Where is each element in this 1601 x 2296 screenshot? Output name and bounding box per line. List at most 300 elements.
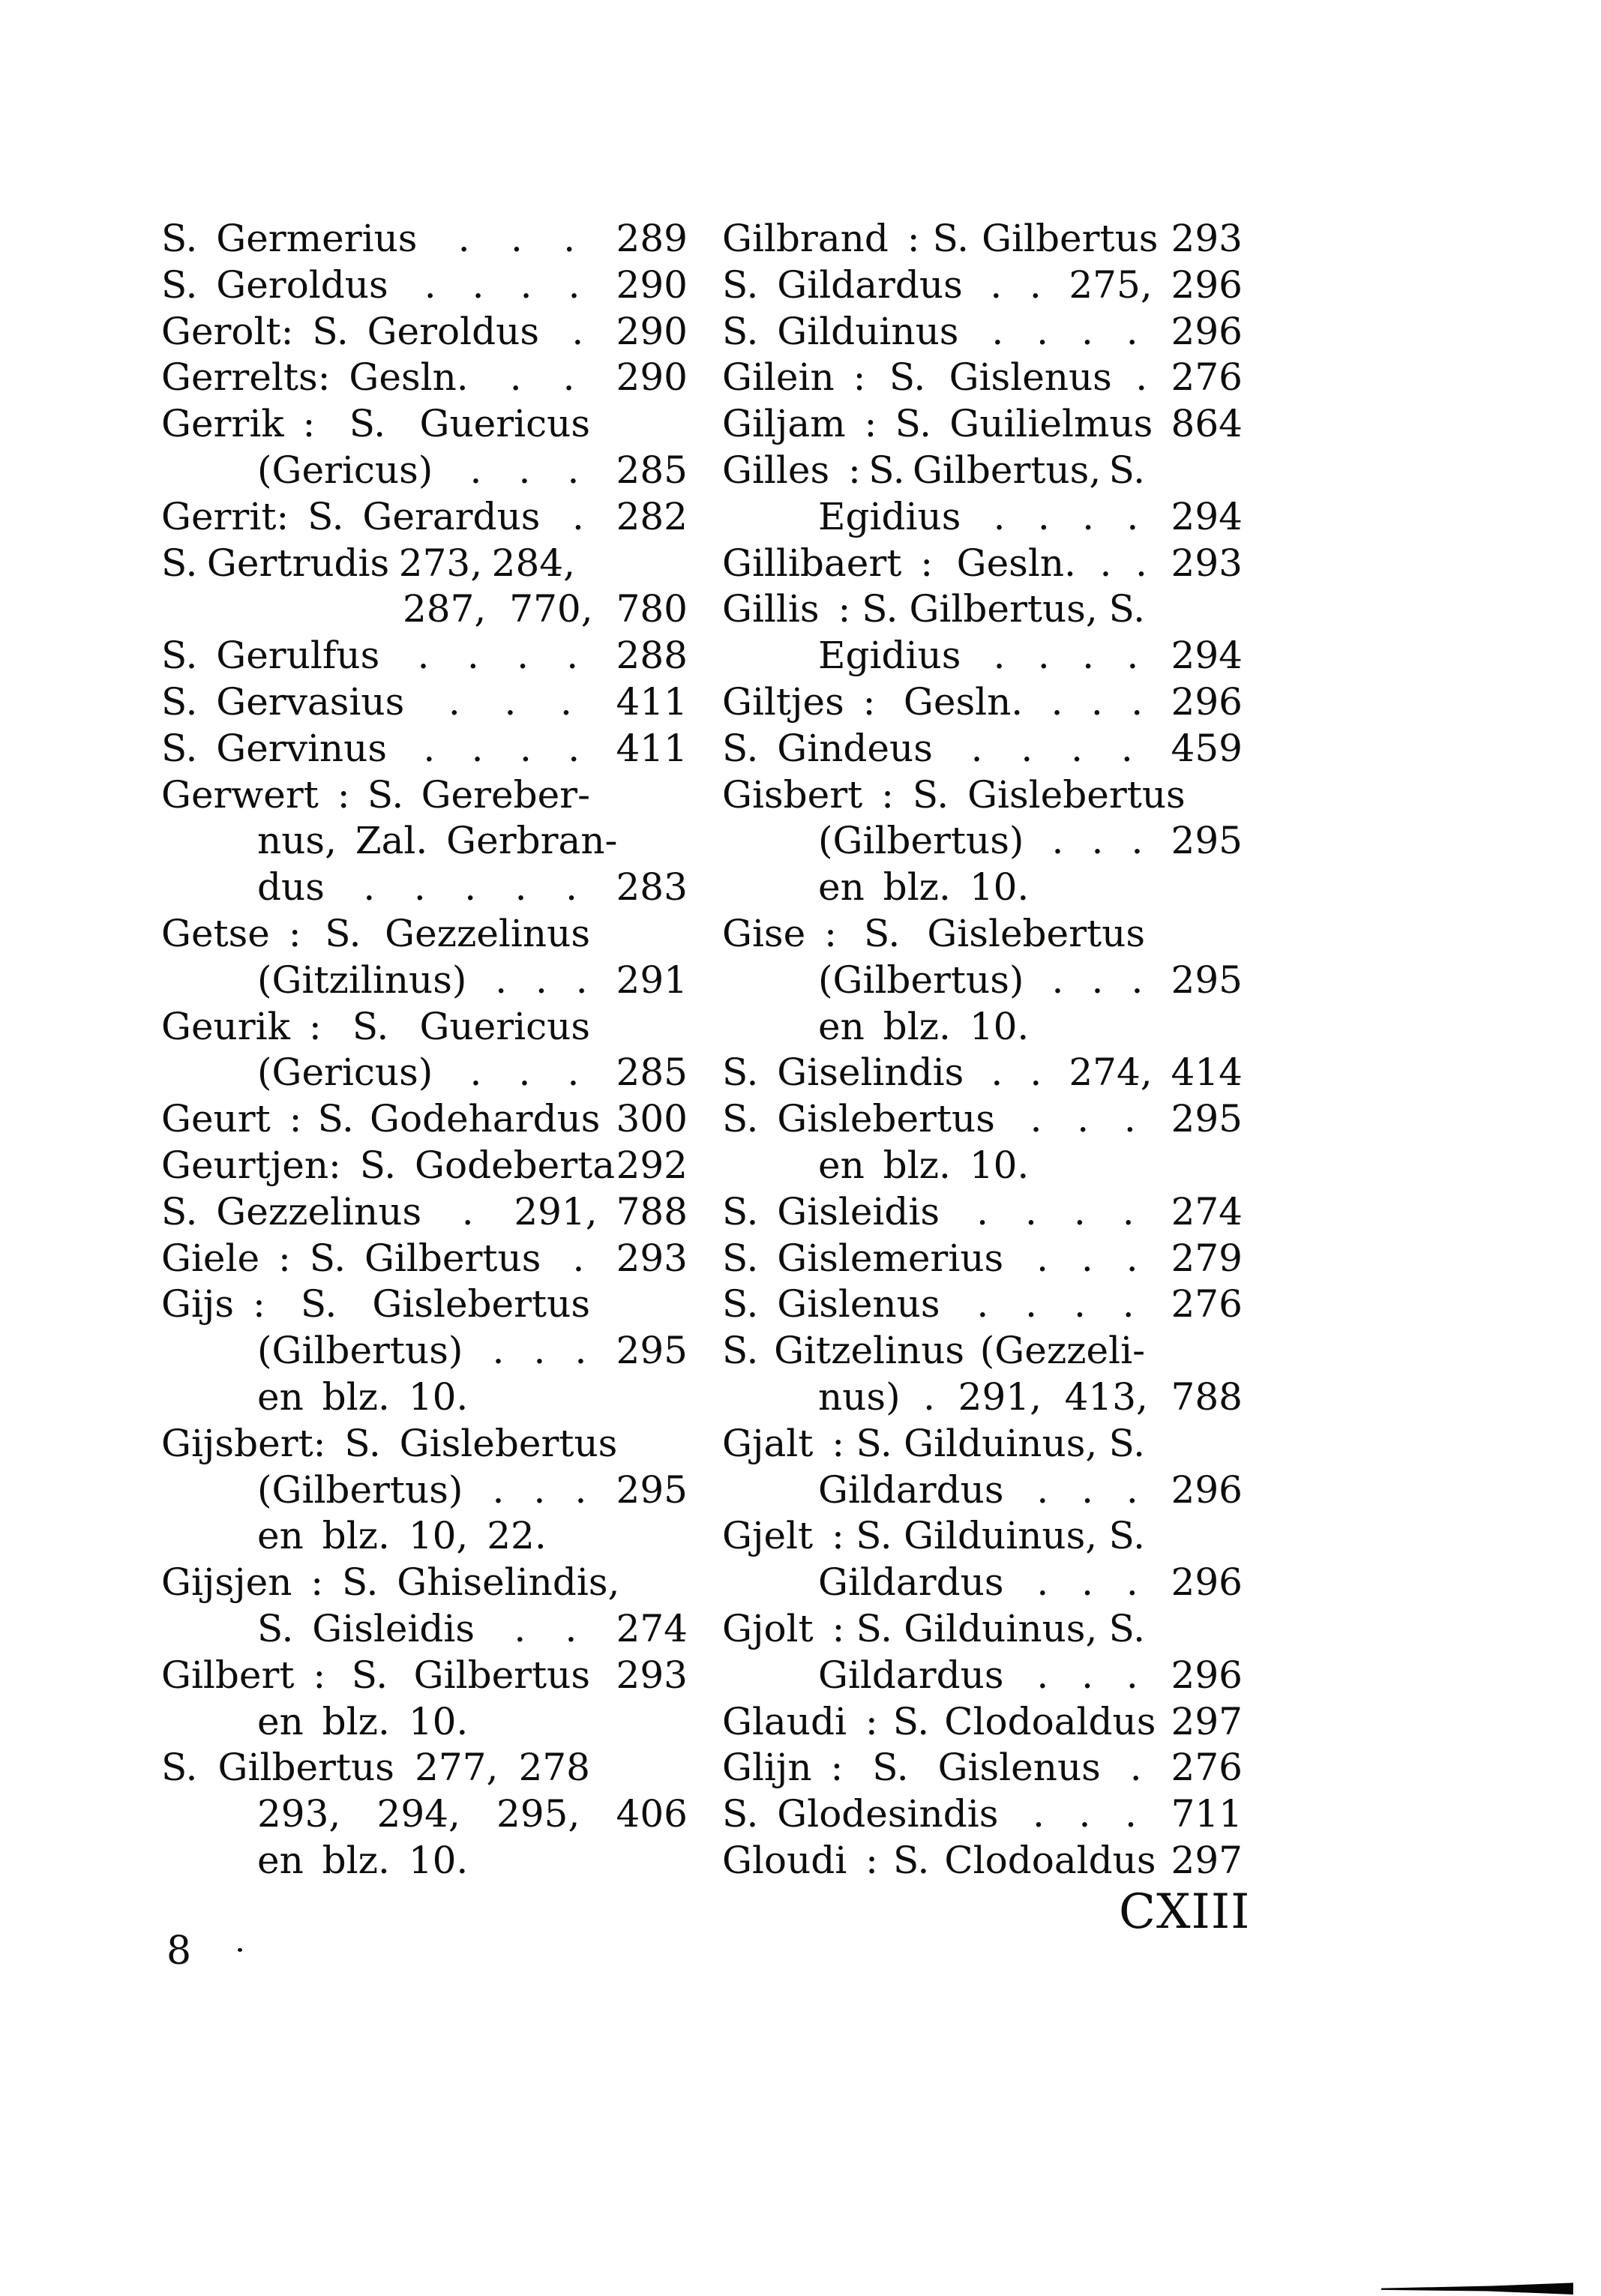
- leader-dot: .: [511, 217, 523, 260]
- page-number: 780: [616, 587, 688, 631]
- folio-page-number: CXIII: [1119, 1884, 1251, 1940]
- leader-dot: .: [1021, 726, 1033, 770]
- leader-dot: .: [1126, 1236, 1138, 1280]
- leader-dot: .: [533, 1467, 546, 1512]
- leader-dot: .: [1078, 1792, 1091, 1836]
- index-entry-line: [722, 216, 1243, 262]
- leader-dot: .: [1126, 1467, 1138, 1512]
- entry-text: S.: [1108, 1514, 1145, 1558]
- index-entry-line: [722, 1374, 1243, 1421]
- leader-dot: .: [1123, 1097, 1136, 1141]
- leader-dot: .: [566, 634, 579, 678]
- index-entry-line: [722, 1236, 1243, 1282]
- entry-text: (Gitzilinus): [257, 958, 467, 1002]
- entry-text: Giele : S. Gilbertus: [161, 1236, 541, 1280]
- entry-text: Clodoaldus: [944, 1838, 1156, 1882]
- index-entry-line: [722, 1328, 1243, 1374]
- page-number: 276: [1171, 1282, 1243, 1326]
- entry-text: S.: [722, 1329, 759, 1373]
- signature-number: 8: [166, 1929, 192, 1974]
- entry-text: S. Gindeus: [722, 726, 933, 770]
- page-number: 289: [616, 217, 688, 260]
- page-number: 291: [616, 958, 688, 1002]
- leader-dot: .: [572, 1236, 585, 1280]
- index-entry-line: [161, 1467, 688, 1514]
- entry-text: S. Giselindis: [722, 1051, 964, 1095]
- entry-text: Gislenus: [949, 355, 1112, 400]
- entry-text: Glaudi :: [722, 1699, 878, 1743]
- index-entry-line: [161, 216, 688, 262]
- entry-text: Guericus: [419, 1004, 590, 1048]
- leader-dot: .: [1077, 1097, 1090, 1141]
- entry-text: dus: [257, 865, 325, 910]
- leader-dot: .: [993, 494, 1006, 538]
- entry-text: Gjolt :: [722, 1606, 845, 1650]
- index-entry-line: [722, 1004, 1243, 1051]
- page-number: 290: [616, 309, 688, 353]
- index-entry-line: [161, 1745, 688, 1791]
- leader-dot: .: [1131, 958, 1144, 1002]
- page-number: 285: [616, 448, 688, 492]
- leader-dot: .: [991, 1051, 1003, 1095]
- index-entry-line: [161, 1281, 688, 1328]
- page-number: 411: [616, 679, 688, 724]
- leader-dot: .: [1030, 1051, 1042, 1095]
- entry-text: en blz. 10.: [257, 1374, 469, 1419]
- entry-text: S. Gislenus: [722, 1282, 940, 1326]
- page-number: 292: [616, 1143, 688, 1187]
- leader-dot: .: [518, 1051, 531, 1095]
- entry-text: en blz. 10.: [818, 1004, 1030, 1048]
- entry-text: S.: [1108, 1606, 1145, 1650]
- entry-text: (Gilbertus): [818, 819, 1024, 863]
- index-entry-line: [161, 1421, 688, 1467]
- entry-text: Glijn :: [722, 1746, 844, 1790]
- leader-dot: .: [461, 1189, 474, 1233]
- entry-text: Gilbertus,: [912, 448, 1102, 492]
- leader-dot: .: [567, 448, 580, 492]
- page-number: 278: [518, 1746, 590, 1790]
- leader-dot: .: [1135, 541, 1147, 585]
- leader-dot: .: [574, 1467, 587, 1512]
- index-entry-line: [161, 958, 688, 1004]
- leader-dot: .: [560, 679, 572, 724]
- entry-text: Giltjes :: [722, 679, 876, 724]
- leader-dot: .: [1029, 262, 1042, 307]
- leader-dot: .: [533, 1329, 546, 1373]
- leader-dot: .: [1081, 1653, 1093, 1697]
- page-number: 274, 414: [1069, 1051, 1243, 1095]
- leader-dot: .: [1125, 1792, 1137, 1836]
- page-number: 284,: [491, 541, 575, 585]
- entry-text: (Gilbertus): [257, 1329, 463, 1373]
- leader-dot: .: [469, 1051, 482, 1095]
- index-entry-line: [161, 1653, 688, 1699]
- leader-dot: .: [424, 262, 436, 307]
- leader-dot: .: [1071, 726, 1084, 770]
- index-entry-line: [161, 1560, 688, 1606]
- entry-text: 293,: [257, 1792, 341, 1836]
- entry-text: S. Gerulfus: [161, 634, 380, 678]
- leader-dot: .: [1036, 1560, 1049, 1605]
- entry-text: Gisbert : S. Gislebertus: [722, 772, 1186, 817]
- index-entry-line: [722, 818, 1243, 865]
- index-entry-line: [161, 494, 688, 541]
- index-entry-line: [161, 1096, 688, 1143]
- entry-text: S.: [325, 911, 361, 955]
- entry-text: Gilles :: [722, 448, 861, 492]
- entry-text: 287,: [403, 587, 487, 631]
- entry-text: Gesln.: [903, 679, 1024, 724]
- leader-dot: .: [572, 494, 584, 538]
- leader-dot: .: [518, 448, 531, 492]
- leader-dot: .: [1051, 679, 1063, 724]
- entry-text: Gislebertus: [372, 1282, 590, 1326]
- leader-dot: .: [565, 1606, 577, 1650]
- leader-dot: .: [991, 309, 1004, 353]
- leader-dot: .: [1122, 1189, 1135, 1233]
- entry-text: S.: [367, 772, 404, 817]
- entry-text: Gildardus: [818, 1467, 1004, 1512]
- index-entry-line: [161, 1004, 688, 1051]
- leader-dot: .: [1091, 958, 1104, 1002]
- entry-text: S. Gilduinus: [722, 309, 959, 353]
- entry-text: S.: [352, 1004, 389, 1048]
- page-number: 276: [1171, 1746, 1243, 1790]
- page-number: 293: [616, 1653, 688, 1697]
- leader-dot: .: [1081, 1467, 1093, 1512]
- page-number: 291, 788: [514, 1189, 688, 1233]
- index-column-right: [722, 216, 1243, 1884]
- leader-dot: .: [514, 1606, 526, 1650]
- entry-text: nus, Zal. Gerbran-: [257, 819, 618, 863]
- entry-text: Godehardus: [370, 1097, 601, 1141]
- leader-dot: .: [567, 1051, 580, 1095]
- page-number: 297: [1171, 1699, 1243, 1743]
- leader-dot: .: [517, 634, 529, 678]
- page-number: 300: [616, 1097, 688, 1141]
- index-entry-line: [161, 1189, 688, 1236]
- leader-dot: .: [469, 448, 482, 492]
- entry-text: Giljam :: [722, 402, 877, 446]
- entry-text: Gilbertus: [982, 217, 1159, 260]
- index-entry-line: [722, 1745, 1243, 1791]
- leader-dot: .: [1073, 1282, 1086, 1326]
- entry-text: Gijsbert: S. Gislebertus: [161, 1421, 618, 1465]
- index-entry-line: [722, 494, 1243, 541]
- index-entry-line: [161, 586, 688, 633]
- page-number: 411: [616, 726, 688, 770]
- index-column-left: [161, 216, 688, 1884]
- entry-text: Gillis :: [722, 587, 851, 631]
- page-number: 296: [1171, 1467, 1243, 1512]
- leader-dot: .: [1073, 1189, 1086, 1233]
- entry-text: Gerwert :: [161, 772, 350, 817]
- index-entry-line: [161, 726, 688, 772]
- entry-text: S.: [351, 1653, 388, 1697]
- entry-text: S.: [349, 402, 386, 446]
- index-entry-line: [722, 679, 1243, 726]
- leader-dot: .: [1081, 309, 1093, 353]
- page-number: 296: [1171, 1560, 1243, 1605]
- leader-dot: .: [471, 726, 484, 770]
- leader-dot: .: [571, 309, 584, 353]
- entry-text: en blz. 10.: [818, 865, 1030, 910]
- page-number: 864: [1171, 402, 1243, 446]
- page-number: 788: [1171, 1374, 1243, 1419]
- index-entry-line: [161, 541, 688, 587]
- entry-text: S.: [856, 1514, 892, 1558]
- entry-text: Gijs :: [161, 1282, 265, 1326]
- entry-text: Gezzelinus: [385, 911, 590, 955]
- scan-artifact-line: [1381, 2283, 1573, 2295]
- entry-text: 294,: [376, 1792, 460, 1836]
- index-entry-line: [722, 1467, 1243, 1514]
- entry-text: S.: [862, 587, 898, 631]
- leader-dot: .: [1131, 819, 1144, 863]
- leader-dot: .: [1051, 958, 1064, 1002]
- entry-text: S.: [1108, 1421, 1145, 1465]
- leader-dot: .: [1037, 494, 1050, 538]
- leader-dot: .: [413, 865, 426, 910]
- index-entry-line: [722, 1606, 1243, 1653]
- page-number: 296: [1171, 679, 1243, 724]
- scan-speck: [238, 1948, 242, 1952]
- leader-dot: .: [1126, 494, 1139, 538]
- entry-text: Clodoaldus: [944, 1699, 1156, 1743]
- index-entry-line: [722, 448, 1243, 494]
- index-entry-line: [722, 1653, 1243, 1699]
- leader-dot: .: [448, 679, 460, 724]
- entry-text: Gertrudis: [206, 541, 390, 585]
- index-entry-line: [161, 401, 688, 448]
- leader-dot: .: [1051, 819, 1064, 863]
- page-number: 295: [1171, 958, 1243, 1002]
- page-number: 295: [1171, 819, 1243, 863]
- leader-dot: .: [1082, 634, 1095, 678]
- leader-dot: .: [1036, 1236, 1048, 1280]
- entry-text: Gilduinus,: [904, 1606, 1098, 1650]
- leader-dot: .: [1099, 541, 1112, 585]
- page-number: 295: [616, 1467, 688, 1512]
- leader-dot: .: [1090, 679, 1103, 724]
- page-number: 711: [1171, 1792, 1243, 1836]
- page-number: 288: [616, 634, 688, 678]
- page-number: 290: [616, 262, 688, 307]
- index-entry-line: [722, 1699, 1243, 1746]
- entry-text: S.: [300, 1282, 337, 1326]
- index-entry-line: [161, 1328, 688, 1374]
- index-entry-line: [722, 1189, 1243, 1236]
- entry-text: (Gericus): [257, 448, 433, 492]
- leader-dot: .: [1120, 726, 1133, 770]
- entry-text: S.: [1108, 448, 1145, 492]
- page-number: 296: [1171, 1653, 1243, 1697]
- leader-dot: .: [417, 634, 430, 678]
- index-entry-line: [161, 772, 688, 819]
- leader-dot: .: [1126, 634, 1139, 678]
- entry-text: S.: [856, 1606, 892, 1650]
- index-entry-line: [161, 1513, 688, 1560]
- entry-text: Gilbertus: [413, 1653, 591, 1697]
- entry-text: S. Gildardus: [722, 262, 963, 307]
- page-number: 294: [1171, 494, 1243, 538]
- page-number: 406: [616, 1792, 688, 1836]
- leader-dot: .: [466, 634, 479, 678]
- index-entry-line: [161, 1838, 688, 1884]
- entry-text: Gilein :: [722, 355, 866, 400]
- leader-dot: .: [1036, 1653, 1049, 1697]
- leader-dot: .: [1025, 1282, 1038, 1326]
- leader-dot: .: [1131, 679, 1144, 724]
- index-entry-line: [161, 1791, 688, 1838]
- index-entry-line: [722, 1050, 1243, 1096]
- entry-text: 770,: [509, 587, 593, 631]
- entry-text: (Gericus): [257, 1051, 433, 1095]
- index-entry-line: [722, 1560, 1243, 1606]
- leader-dot: .: [423, 726, 436, 770]
- index-entry-line: [722, 1096, 1243, 1143]
- entry-text: S. Gislebertus: [722, 1097, 995, 1141]
- entry-text: S. Gisleidis: [257, 1606, 475, 1650]
- index-entry-line: [722, 541, 1243, 587]
- entry-text: Gilbertus,: [909, 587, 1098, 631]
- index-entry-line: [161, 262, 688, 309]
- index-entry-line: [722, 309, 1243, 355]
- entry-text: (Gilbertus): [257, 1467, 463, 1512]
- page-number: 290: [616, 355, 688, 400]
- entry-text: Egidius: [818, 634, 961, 678]
- leader-dot: .: [492, 1467, 505, 1512]
- entry-text: Gerrik :: [161, 402, 316, 446]
- entry-text: Gjelt :: [722, 1514, 844, 1558]
- index-entry-line: [161, 911, 688, 958]
- entry-text: S.: [161, 541, 198, 585]
- leader-dot: .: [993, 634, 1006, 678]
- leader-dot: .: [1082, 494, 1095, 538]
- entry-text: en blz. 10.: [818, 1143, 1030, 1187]
- leader-dot: .: [1024, 1189, 1037, 1233]
- index-entry-line: [161, 1606, 688, 1653]
- page-number: 295: [1171, 1097, 1243, 1141]
- index-entry-line: [722, 1281, 1243, 1328]
- index-entry-line: [161, 1374, 688, 1421]
- leader-dot: .: [1135, 355, 1148, 400]
- index-entry-line: [722, 355, 1243, 401]
- entry-text: S.: [932, 217, 970, 260]
- leader-dot: .: [504, 679, 517, 724]
- entry-text: Gerolt: S. Geroldus: [161, 309, 540, 353]
- entry-text: S.: [872, 1746, 909, 1790]
- index-entry-line: [722, 1791, 1243, 1838]
- entry-text: en blz. 10, 22.: [257, 1514, 547, 1558]
- entry-text: S. Germerius: [161, 217, 418, 260]
- page-number: 282: [616, 494, 688, 538]
- leader-dot: .: [1036, 1467, 1049, 1512]
- entry-text: Guilielmus: [949, 402, 1153, 446]
- page-number: 293: [1171, 541, 1243, 585]
- index-entry-line: [722, 1838, 1243, 1884]
- leader-dot: .: [574, 1329, 587, 1373]
- index-entry-line: [722, 586, 1243, 633]
- entry-text: Gereber-: [421, 772, 590, 817]
- entry-text: en blz. 10.: [257, 1699, 469, 1743]
- entry-text: S.: [892, 1699, 930, 1743]
- entry-text: Geurik :: [161, 1004, 322, 1048]
- leader-dot: .: [1122, 1282, 1135, 1326]
- index-entry-line: [161, 679, 688, 726]
- entry-text: Gildardus: [818, 1653, 1004, 1697]
- index-entry-line: [161, 633, 688, 679]
- entry-text: Gise :: [722, 911, 837, 955]
- index-entry-line: [161, 865, 688, 911]
- page-number: 294: [1171, 634, 1243, 678]
- leader-dot: .: [514, 865, 527, 910]
- leader-dot: .: [1129, 1746, 1142, 1790]
- leader-dot: .: [976, 1189, 988, 1233]
- leader-dot: .: [563, 217, 576, 260]
- entry-text: S.: [895, 402, 932, 446]
- leader-dot: .: [495, 958, 508, 1002]
- leader-dot: .: [575, 958, 588, 1002]
- entry-text: Gilduinus,: [904, 1421, 1098, 1465]
- entry-text: S. Gislemerius: [722, 1236, 1004, 1280]
- leader-dot: .: [923, 1374, 936, 1419]
- leader-dot: .: [568, 726, 580, 770]
- leader-dot: .: [1126, 1560, 1138, 1605]
- entry-text: S. Gervasius: [161, 679, 405, 724]
- leader-dot: .: [363, 865, 376, 910]
- page-number: 274: [616, 1606, 688, 1650]
- entry-text: 291,: [958, 1374, 1042, 1419]
- entry-text: Gilbrand :: [722, 217, 920, 260]
- index-entry-line: [161, 818, 688, 865]
- leader-dot: .: [1126, 1653, 1138, 1697]
- index-entry-line: [161, 309, 688, 355]
- index-entry-line: [722, 911, 1243, 958]
- entry-text: (Gezzeli-: [979, 1329, 1145, 1373]
- page-number: 274: [1171, 1189, 1243, 1233]
- entry-text: S. Geroldus: [161, 262, 388, 307]
- leader-dot: .: [1126, 309, 1138, 353]
- page-number: 459: [1171, 726, 1243, 770]
- entry-text: Gerrelts: Gesln.: [161, 355, 469, 400]
- entry-text: Gillibaert :: [722, 541, 934, 585]
- page-number: 275, 296: [1069, 262, 1243, 307]
- leader-dot: .: [1091, 819, 1104, 863]
- page-number: 279: [1171, 1236, 1243, 1280]
- leader-dot: .: [970, 726, 983, 770]
- leader-dot: .: [1037, 634, 1050, 678]
- entry-text: 295,: [496, 1792, 580, 1836]
- entry-text: Gerrit: S. Gerardus: [161, 494, 541, 538]
- index-entry-line: [722, 1513, 1243, 1560]
- leader-dot: .: [1030, 1097, 1042, 1141]
- index-entry-line: [722, 1143, 1243, 1189]
- page-number: 276: [1171, 355, 1243, 400]
- entry-text: S.: [868, 448, 905, 492]
- index-entry-line: [722, 633, 1243, 679]
- page-number: 296: [1171, 309, 1243, 353]
- entry-text: S.: [889, 355, 926, 400]
- entry-text: Egidius: [818, 494, 961, 538]
- leader-dot: .: [568, 262, 580, 307]
- entry-text: Getse :: [161, 911, 301, 955]
- leader-dot: .: [520, 262, 532, 307]
- page-number: 283: [616, 865, 688, 910]
- entry-text: Gildardus: [818, 1560, 1004, 1605]
- entry-text: Gesln.: [956, 541, 1076, 585]
